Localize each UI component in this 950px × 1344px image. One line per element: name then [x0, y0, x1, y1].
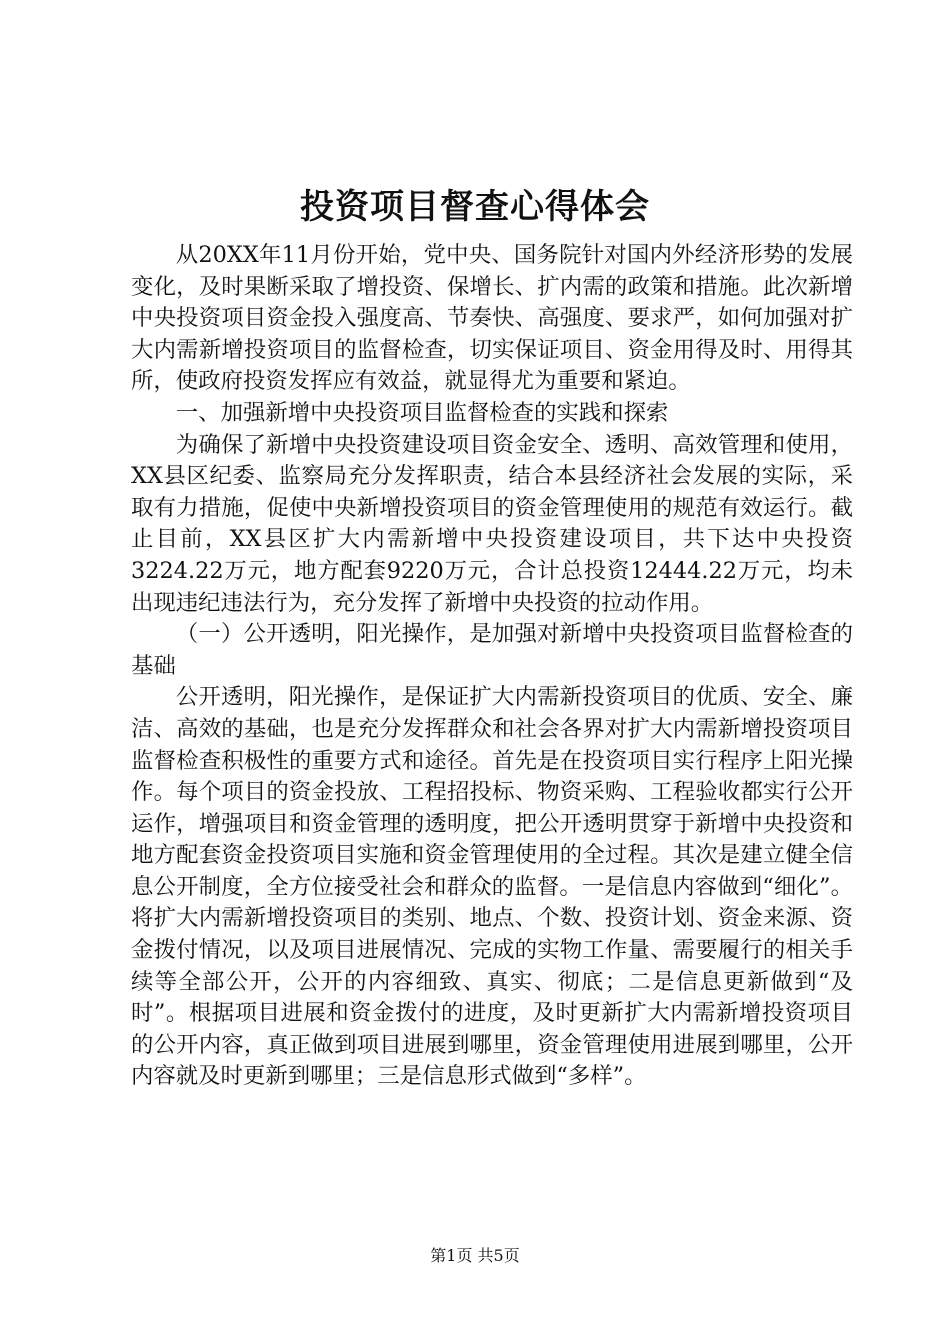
- document-body: [131, 240, 853, 1093]
- document-title: 投资项目督查心得体会: [300, 187, 650, 227]
- subsection-heading-1: （一）公开透明，阳光操作，是加强对新增中央投资项目监督检查的基础: [131, 621, 853, 679]
- section-heading-1: 一、加强新增中央投资项目监督检查的实践和探索: [175, 399, 669, 426]
- paragraph-intro: 从20XX年11月份开始，党中央、国务院针对国内外经济形势的发展变化，及时果断采取了增投资、保增长、扩内需的政策和措施。此次新增中央投资项目资金投入强度高、节奏快、高强度、要求严，如何加强对扩大内需新增投资项目的监督检查，切实保证项目、资金用得及时、用得其所，使政府投资发挥应有效益，就显得尤为重要和紧迫。: [131, 242, 853, 395]
- page-footer: 第1页 共5页: [430, 1246, 520, 1265]
- paragraph-practice: 为确保了新增中央投资建设项目资金安全、透明、高效管理和使用，XX县区纪委、监察局充分发挥职责，结合本县经济社会发展的实际，采取有力措施，促使中央新增投资项目的资金管理使用的规范有效运行。截止目前，XX县区扩大内需新增中央投资建设项目，共下达中央投资3224.22万元，地方配套9220万元，合计总投资12444.22万元，均未出现违纪违法行为，充分发挥了新增中央投资的拉动作用。: [131, 431, 853, 616]
- paragraph-openness: 公开透明，阳光操作，是保证扩大内需新投资项目的优质、安全、廉洁、高效的基础，也是充分发挥群众和社会各界对扩大内需新增投资项目监督检查积极性的重要方式和途径。首先是在投资项目实行程序上阳光操作。每个项目的资金投放、工程招投标、物资采购、工程验收都实行公开运作，增强项目和资金管理的透明度，把公开透明贯穿于新增中央投资和地方配套资金投资项目实施和资金管理使用的全过程。其次是建立健全信息公开制度，全方位接受社会和群众的监督。一是信息内容做到“细化”。将扩大内需新增投资项目的类别、地点、个数、投资计划、资金来源、资金拨付情况，以及项目进展情况、完成的实物工作量、需要履行的相关手续等全部公开，公开的内容细致、真实、彻底；二是信息更新做到“及时”。根据项目进展和资金拨付的进度，及时更新扩大内需新增投资项目的公开内容，真正做到项目进展到哪里，资金管理使用进展到哪里，公开内容就及时更新到哪里；三是信息形式做到“多样”。: [131, 684, 853, 1090]
